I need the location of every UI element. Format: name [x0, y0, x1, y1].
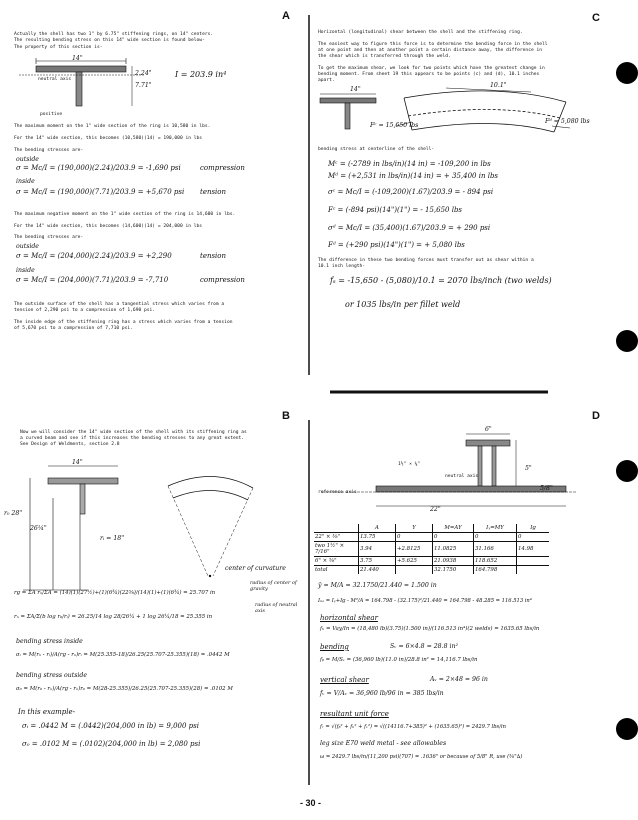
c-force-d: Fᵈ = (+290 psi)(14")(1") = + 5,080 lbs — [328, 241, 465, 249]
c-fig-force-d: Fᵈ = 5,080 lbs — [545, 118, 590, 125]
a-intro-line-1: Actually the shell has two 1" by 6.75" stiffening rings, on 14" centers. — [14, 32, 214, 37]
c-para-2-line-1: To get the maximum shear, we look for two points which have the greatest change in — [318, 66, 545, 71]
a-fig-dim-2: 7.71" — [135, 82, 152, 89]
table-cell — [517, 557, 550, 566]
table-cell: 21.0938 — [433, 557, 474, 566]
table-cell: 21.440 — [359, 566, 396, 575]
d-properties-table — [314, 524, 549, 574]
b-example: In this example- — [18, 708, 76, 716]
a-inside-type: tension — [200, 188, 227, 196]
table-cell: 31.166 — [474, 542, 517, 557]
table-header — [314, 524, 359, 533]
c-shear-figure — [316, 86, 596, 146]
table-header: Iɡ — [530, 525, 536, 531]
a-inside2-label: inside — [16, 267, 35, 274]
a-outside2-label: outside — [16, 243, 39, 250]
c-at-centerline: bending stress at centerline of the shell- — [318, 147, 435, 152]
a-inside2-type: compression — [200, 276, 245, 284]
d-leg-size: leg size E70 weld metal - see allowables — [320, 740, 447, 747]
d-aw-equation: Aᵥ = 2×48 = 96 in — [430, 676, 488, 683]
d-sw-equation: Sᵥ = 6×4.8 = 28.8 in² — [390, 643, 458, 650]
table-cell: 164.798 — [474, 566, 517, 575]
table-header: Y — [396, 524, 433, 533]
a-note-2-line-1: The inside edge of the stiffening ring has a stress which varies from a tension — [14, 320, 233, 325]
a-fig-positive: positive — [40, 112, 63, 117]
d-bending: bending — [320, 643, 349, 651]
b-bending-outside: bending stress outside — [16, 672, 88, 679]
b-intro-line-3: See Design of Weldments, section 2.8 — [20, 442, 120, 447]
a-fig-axis-label: neutral axis — [38, 77, 72, 82]
c-para-2-line-3: apart. — [318, 78, 335, 83]
c-force-c: Fᶜ = (-894 psi)(14")(1") = - 15,650 lbs — [328, 206, 463, 214]
b-rn-equation: rₙ = ΣA/Σ(b log r₀/rᵢ) = 26.25/14 log 28/26¼ + 1 log 26¼/18 = 25.355 in — [14, 614, 213, 620]
a-outside2-type: tension — [200, 252, 227, 260]
a-outside-label: outside — [16, 156, 39, 163]
table-row — [314, 557, 549, 566]
c-para-1-line-2: at one point and then at another point a certain distance away, the difference in — [318, 48, 543, 53]
c-moment-c: Mᶜ = (-2789 in lbs/in)(14 in) = -109,200 in lbs — [328, 160, 491, 168]
c-intro: Horizontal (longitudinal) shear between the shell and the stiffening ring. — [318, 30, 523, 35]
c-moment-d: Mᵈ = (+2,531 in lbs/in)(14 in) = + 35,400 in lbs — [328, 172, 499, 180]
quadrant-label-a: A — [282, 10, 290, 22]
a-inside-label: inside — [16, 178, 35, 185]
c-per-fillet: or 1035 lbs/in per fillet weld — [345, 300, 461, 309]
table-cell: 3.75 — [359, 557, 396, 566]
c-para-1-line-3: the shear which is transferred through the weld. — [318, 54, 451, 59]
table-cell: 6" × ⅝" — [314, 557, 359, 566]
b-sigma-o: σ₀ = M(r₀ - rₙ)/A(rɡ - rₙ)r₀ = M(28-25.355)/26.25(25.707-25.355)(28) = .0102 M — [16, 686, 233, 692]
table-cell: 0 — [396, 533, 433, 542]
b-intro-line-1: Now we will consider the 14" wide section of the shell with its stiffening ring as — [20, 430, 247, 435]
a-max-neg-2: For the 14" wide section, this becomes (14,600)(14) = 204,000 in lbs — [14, 224, 203, 229]
table-row — [314, 533, 549, 542]
d-fig-small: 5/8" — [540, 485, 553, 492]
d-fig-side: 5" — [525, 465, 532, 472]
a-moment-of-inertia: I = 203.9 in⁴ — [175, 70, 227, 79]
table-cell: +2.8125 — [396, 542, 433, 557]
b-example-1: σᵢ = .0442 M = (.0442)(204,000 in lb) = 9,000 psi — [22, 722, 199, 730]
a-note-2-line-2: of 5,670 psi to a compression of 7,710 psi. — [14, 326, 133, 331]
table-cell: 32.1750 — [433, 566, 474, 575]
table-row — [314, 542, 549, 557]
table-cell: 3.94 — [359, 542, 396, 557]
table-cell: 14.98 — [518, 546, 534, 552]
c-diff-line-1: The difference in these two bending forces must transfer out as shear within a — [318, 258, 534, 263]
a-stresses-are-2: The bending stresses are- — [14, 235, 84, 240]
binder-hole-bottom — [616, 718, 638, 740]
page-number: - 30 - — [300, 798, 322, 808]
table-cell — [396, 566, 433, 575]
a-max-neg-1: The maximum negative moment on the 1" wide section of the ring is 14,600 in lbs. — [14, 212, 236, 217]
table-header: A — [359, 524, 396, 533]
b-curved-beam-figure — [8, 458, 288, 598]
c-para-2-line-2: bending moment. From sheet 19 this appears to be points (c) and (d), 10.1 inches — [318, 72, 540, 77]
d-horizontal-shear: horizontal shear — [320, 614, 378, 622]
a-intro-line-3: The property of this section is- — [14, 45, 103, 50]
d-fig-bottom-width: 22" — [430, 506, 441, 513]
quadrant-label-d: D — [592, 410, 600, 422]
b-fig-ri: rᵢ = 18" — [100, 535, 125, 542]
b-fig-ro: r₀ 28" — [4, 510, 23, 517]
c-para-1-line-1: The easiest way to figure this force is to determine the bending force in the shell — [318, 42, 548, 47]
a-inside2-equation: σ = Mc/I = (204,000)(7.71)/203.9 = -7,710 — [16, 276, 169, 284]
d-fig-reference-axis: reference axis — [318, 490, 357, 495]
b-bending-inside: bending stress inside — [16, 638, 83, 645]
a-fig-width: 14" — [72, 55, 83, 62]
table-cell: 0 — [518, 534, 522, 540]
a-max-pos-1: The maximum moment on the 1" wide section of the ring is 10,580 in lbs. — [14, 124, 211, 129]
a-t-section-figure — [14, 56, 154, 111]
a-max-pos-2: For the 14" wide section, this becomes (10,580)(14) = 190,000 in lbs — [14, 136, 203, 141]
d-fig-web: 1½" × ⅜" — [398, 462, 421, 467]
table-cell: 0 — [433, 533, 474, 542]
table-cell: 22" × ⅜" — [314, 533, 359, 542]
b-sigma-i: σᵢ = M(rₙ - rᵢ)/A(rɡ - rₙ)rᵢ = M(25.355-18)/26.25(25.707-25.355)(18) = .0442 M — [16, 652, 230, 658]
binder-hole-middle — [616, 330, 638, 352]
c-stress-c: σᶜ = Mc/I = (-109,200)(1.67)/203.9 = - 894 psi — [328, 188, 494, 196]
d-fig-top-width: 6" — [485, 426, 492, 433]
b-fig-gravity: radius of center of gravity — [250, 580, 297, 592]
table-header: Iᵧ=MY — [474, 524, 517, 533]
b-fig-center: center of curvature — [225, 565, 286, 572]
d-fv-equation: fᵥ = V/Aᵥ = 36,960 lb/96 in = 385 lbs/in — [320, 690, 444, 697]
c-stress-d: σᵈ = Mc/I = (35,400)(1.67)/203.9 = + 290 psi — [328, 224, 491, 232]
table-row — [314, 566, 549, 575]
table-header: M=AY — [433, 524, 474, 533]
d-y-equation: ȳ = M/A = 32.1750/21.440 = 1.500 in — [318, 582, 437, 589]
d-w-equation: ω = 2429.7 lbs/in/(11,200 psi)(707) = .1636" or because of 5/8" R, use (⅜"∆) — [320, 754, 523, 760]
b-fig-width: 14" — [72, 459, 83, 466]
b-fig-dim: 26¼" — [30, 525, 47, 532]
a-inside-equation: σ = Mc/I = (190,000)(7.71)/203.9 = +5,670 psi — [16, 188, 185, 196]
a-fig-dim-1: 2.24" — [135, 70, 152, 77]
table-cell — [517, 566, 550, 575]
table-cell: 118.652 — [474, 557, 517, 566]
d-fig-neutral-axis: neutral axis — [445, 474, 479, 479]
table-cell: total — [314, 566, 359, 575]
a-note-1-line-1: The outside surface of the shell has a tangential stress which varies from a — [14, 302, 225, 307]
c-fig-dim-2: 10.1" — [490, 82, 507, 89]
d-fb-equation: fᵦ = M/Sᵥ = (36,960 lb)(11.0 in)/28.8 in² = 14,116.7 lbs/in — [320, 657, 478, 663]
b-example-2: σ₀ = .0102 M = (.0102)(204,000 in lb) = 2,080 psi — [22, 740, 201, 748]
quadrant-label-b: B — [282, 410, 290, 422]
b-intro-line-2: a curved beam and see if this increases the bending stresses to any great extent. — [20, 436, 245, 441]
c-fig-force-c: Fᶜ = 15,650 lbs — [370, 122, 419, 129]
table-cell: 0 — [474, 533, 517, 542]
table-cell: 13.75 — [359, 533, 396, 542]
d-vertical-shear: vertical shear — [320, 676, 369, 684]
c-diff-line-2: 10.1 inch length- — [318, 264, 366, 269]
a-outside-type: compression — [200, 164, 245, 172]
d-fr-equation: fᵣ = √(fᵦ² + fₕ² + fᵥ²) = √((14116.7+385)² + (1635.65)²) = 2429.7 lbs/in — [320, 724, 506, 730]
quadrant-label-c: C — [592, 12, 600, 24]
table-cell: +5.625 — [396, 557, 433, 566]
b-fig-neutral: radius of neutral axis — [255, 602, 298, 614]
a-outside2-equation: σ = Mc/I = (204,000)(2.24)/203.9 = +2,290 — [16, 252, 172, 260]
binder-hole-top — [616, 62, 638, 84]
a-outside-equation: σ = Mc/I = (190,000)(2.24)/203.9 = -1,690 psi — [16, 164, 181, 172]
d-fh-equation: fₕ = Vay/In = (18,480 lb)(3.75)(1.500 in)/(116.513 in⁴)(2 welds) = 1635.65 lbs/in — [320, 626, 540, 632]
table-cell: two 1½" × 7/16" — [314, 542, 359, 557]
d-in-equation: Iₙₐ = Iᵧ+Iɡ - M²/A = 164.798 - (32.175)²/21.440 = 164.798 - 48.285 = 116.513 in⁴ — [318, 598, 532, 604]
binder-hole-lower — [616, 460, 638, 482]
d-resultant: resultant unit force — [320, 710, 389, 718]
a-stresses-are: The bending stresses are- — [14, 148, 84, 153]
a-intro-line-2: The resulting bending stress on this 14" wide section is found below- — [14, 38, 205, 43]
c-shear-result: fₛ = -15,650 - (5,080)/10.1 = 2070 lbs/inch (two welds) — [330, 276, 552, 285]
d-section-figure — [316, 422, 586, 522]
c-fig-dim-1: 14" — [350, 86, 361, 93]
b-rg-equation: rɡ = ΣA rₙ/ΣA = (14)(1)(27½)+(1)(6¾)(22⅜)/(14)(1)+(1)(6¾) = 25.707 in — [14, 590, 216, 596]
a-note-1-line-2: tension of 2,290 psi to a compression of 1,690 psi. — [14, 308, 156, 313]
table-header-row — [314, 524, 549, 533]
table-cell: 11.0825 — [433, 542, 474, 557]
